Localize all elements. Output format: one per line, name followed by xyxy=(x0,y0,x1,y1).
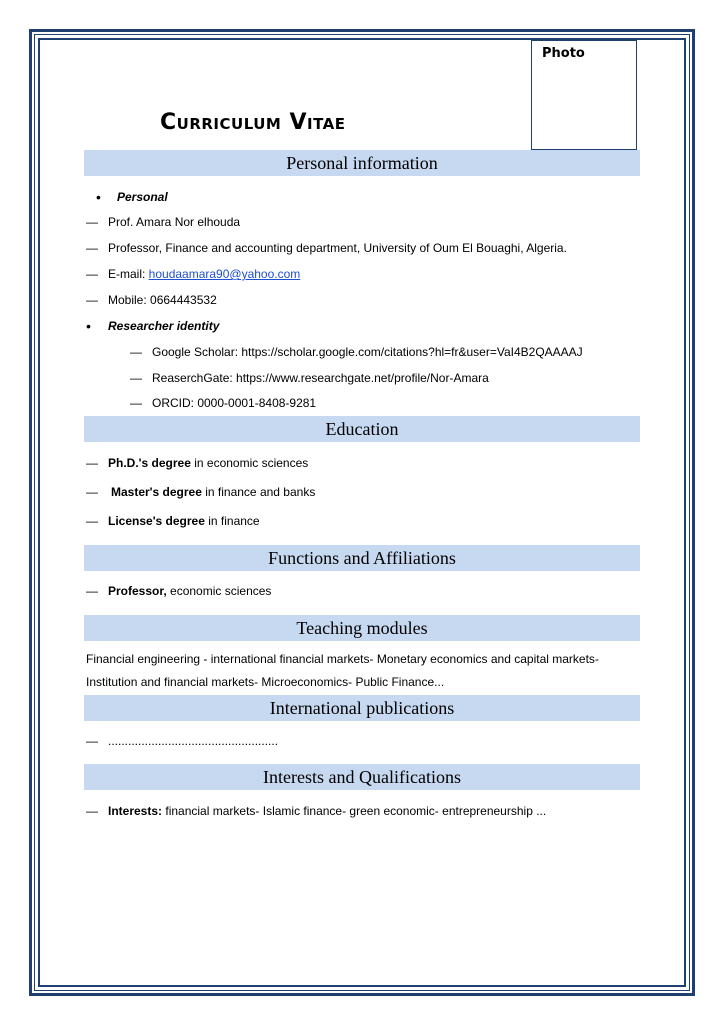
education-item xyxy=(108,514,260,528)
mobile-text: Mobile: 0664443532 xyxy=(108,293,217,307)
cv-title: Curriculum Vitae xyxy=(160,110,346,135)
email-link[interactable]: houdaamara90@yahoo.com xyxy=(148,267,301,281)
section-teaching: Teaching modules xyxy=(84,615,640,641)
orcid-text: ORCID: 0000-0001-8408-9281 xyxy=(152,396,317,410)
dash: — xyxy=(86,293,98,307)
bullet: • xyxy=(96,189,101,205)
education-item xyxy=(111,485,315,499)
section-interests: Interests and Qualifications xyxy=(84,764,640,790)
section-publications: International publications xyxy=(84,695,640,721)
email-label: E-mail: xyxy=(108,267,149,281)
interests-item xyxy=(108,804,546,818)
interests-label: Interests: xyxy=(108,804,163,818)
function-role: Professor, xyxy=(108,584,167,598)
teaching-line-1: Financial engineering - international financial markets- Monetary economics and capital markets- xyxy=(86,652,599,666)
degree-field: in finance xyxy=(204,514,260,528)
function-field: economic sciences xyxy=(166,584,272,598)
page-border-inner xyxy=(38,38,686,987)
degree-name: Ph.D.'s degree xyxy=(108,456,191,470)
publications-placeholder: ................................................... xyxy=(108,734,279,748)
google-scholar-text: Google Scholar: https://scholar.google.com/citations?hl=fr&user=VaI4B2QAAAAJ xyxy=(152,345,583,359)
dash: — xyxy=(86,267,98,281)
dash: — xyxy=(86,215,98,229)
dash: — xyxy=(86,241,98,255)
degree-name: License's degree xyxy=(108,514,205,528)
education-item xyxy=(108,456,308,470)
researchgate-text: ReaserchGate: https://www.researchgate.net/profile/Nor-Amara xyxy=(152,371,489,385)
personal-heading: Personal xyxy=(117,190,168,204)
section-functions: Functions and Affiliations xyxy=(84,545,640,571)
degree-name: Master's degree xyxy=(111,485,202,499)
dash: — xyxy=(86,734,98,748)
researcher-heading: Researcher identity xyxy=(108,319,220,333)
degree-field: in finance and banks xyxy=(201,485,316,499)
section-education: Education xyxy=(84,416,640,442)
dash: — xyxy=(86,804,98,818)
photo-label: Photo xyxy=(542,46,585,61)
function-item xyxy=(108,584,271,598)
name-text: Prof. Amara Nor elhouda xyxy=(108,215,241,229)
degree-field: in economic sciences xyxy=(190,456,309,470)
dash: — xyxy=(86,584,98,598)
dash: — xyxy=(86,485,98,499)
teaching-line-2: Institution and financial markets- Microeconomics- Public Finance... xyxy=(86,675,445,689)
dash: — xyxy=(130,371,142,385)
dash: — xyxy=(130,396,142,410)
photo-box xyxy=(531,40,637,150)
section-personal-information: Personal information xyxy=(84,150,640,176)
bullet: • xyxy=(86,318,91,334)
dash: — xyxy=(86,456,98,470)
dash: — xyxy=(130,345,142,359)
email-line xyxy=(108,267,300,281)
position-text: Professor, Finance and accounting department, University of Oum El Bouaghi, Algeria. xyxy=(108,241,567,255)
interests-text: financial markets- Islamic finance- green economic- entrepreneurship ... xyxy=(162,804,547,818)
dash: — xyxy=(86,514,98,528)
